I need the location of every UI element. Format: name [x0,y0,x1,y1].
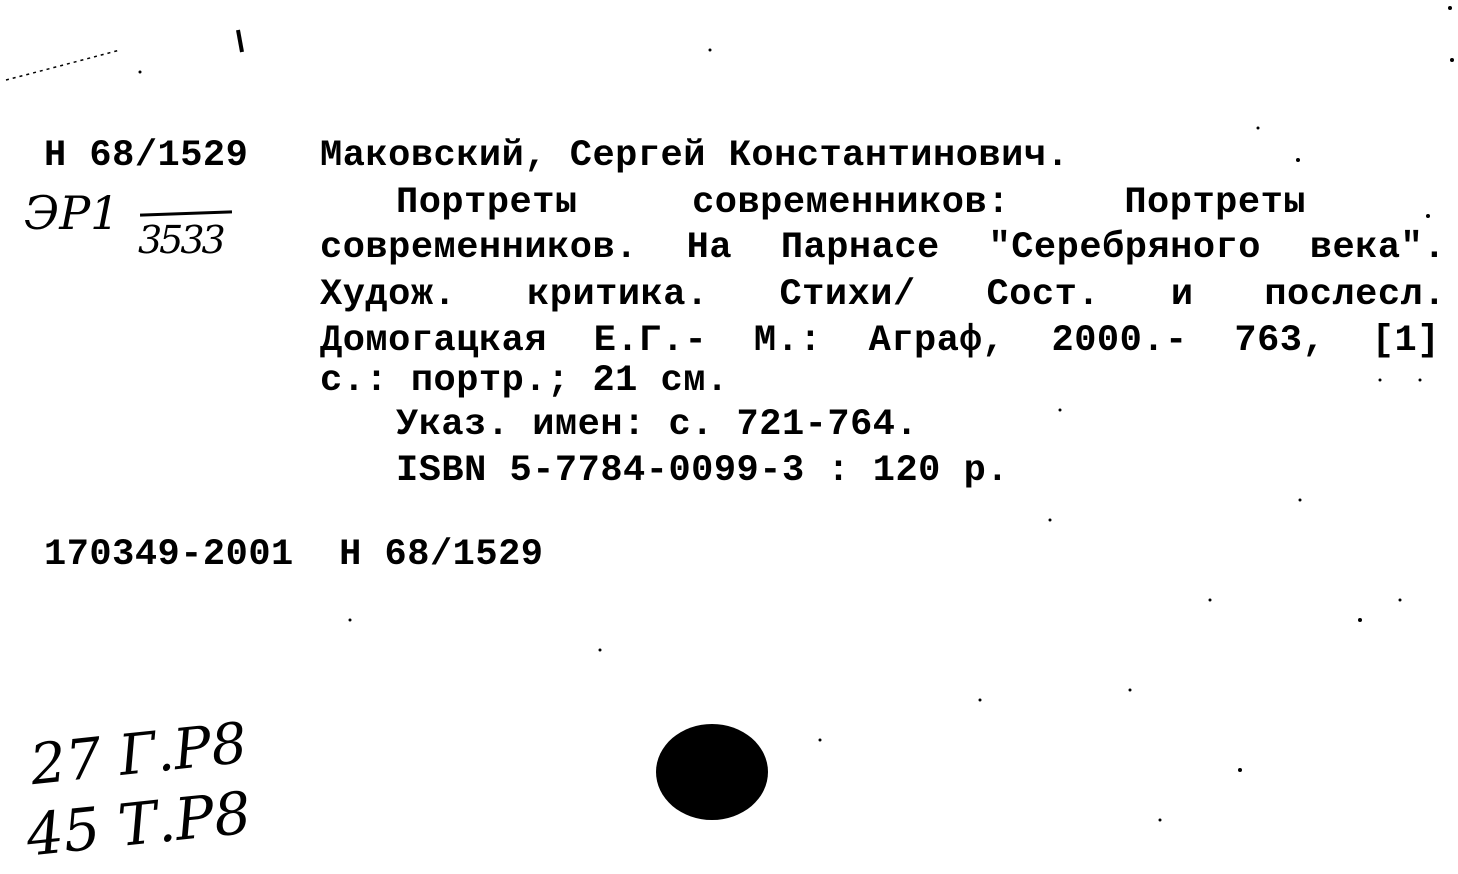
punch-hole [656,724,768,820]
word: современников: [692,182,1010,224]
word: [1] [1371,320,1440,362]
word: и [1170,274,1194,316]
handwritten-note-2: 45 Т.Р8 [23,778,255,870]
handwritten-fraction-line [140,210,232,216]
index-note: Указ. имен: с. 721-764. [396,404,919,446]
word: Е.Г.- [593,320,708,362]
call-number: Н 68/1529 [44,135,249,177]
word: Сост. [986,274,1101,316]
word: века". [1309,227,1446,269]
handwritten-mark-prefix: ЭР1 [24,186,120,240]
isbn-price: ISBN 5-7784-0099-3 : 120 р. [396,450,1009,492]
word: На [686,227,733,269]
word: Стихи/ [779,274,916,316]
title-line-1 [396,180,1306,227]
word: М.: [753,320,822,362]
physical-description: с.: портр.; 21 см. [320,360,729,402]
accession-number: 170349-2001 Н 68/1529 [44,534,544,576]
word: современников. [320,227,638,269]
word: Аграф, [868,320,1005,362]
handwritten-note-1: 27 Г.Р8 [27,710,251,799]
word: Домогацкая [320,320,548,362]
word: 763, [1234,320,1326,362]
word: Портреты [396,182,578,224]
word: "Серебряного [988,227,1261,269]
title-line-2 [320,225,1446,272]
word: Парнасе [780,227,940,269]
word: Худож. [320,274,457,316]
author-heading: Маковский, Сергей Константинович. [320,135,1070,177]
handwritten-shelf-mark [22,186,242,276]
handwritten-mark-number: 3533 [138,218,223,262]
word: 2000.- [1051,320,1188,362]
title-line-3 [320,272,1446,319]
word: послесл. [1264,274,1446,316]
word: критика. [527,274,709,316]
word: Портреты [1124,182,1306,224]
